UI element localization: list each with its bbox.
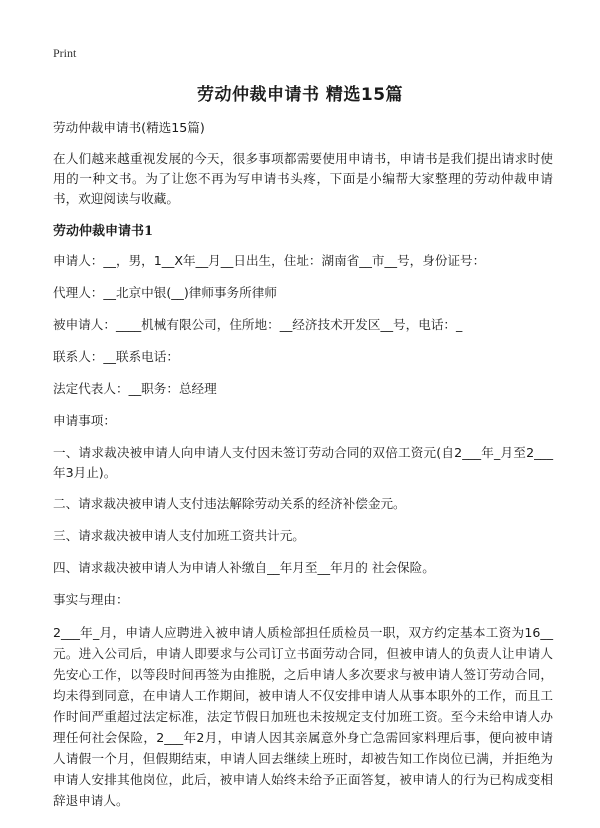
contact-line: 联系人：__联系电话： xyxy=(53,349,179,364)
legal-rep-line: 法定代表人：__职务：总经理 xyxy=(53,381,217,396)
document-subtitle: 劳动仲裁申请书(精选15篇) xyxy=(53,120,205,135)
document-body xyxy=(53,118,553,811)
facts-heading: 事实与理由： xyxy=(53,592,129,607)
request-item-2: 二、请求裁决被申请人支付违法解除劳动关系的经济补偿金元。 xyxy=(53,496,406,511)
applicant-line: 申请人：__，男，1__X年__月__日出生，住址：湖南省__市__号，身份证号： xyxy=(53,253,486,268)
request-item-3: 三、请求裁决被申请人支付加班工资共计元。 xyxy=(53,528,305,543)
request-item-1: 一、请求裁决被申请人向申请人支付因未签订劳动合同的双倍工资元(自2___年_月至2___年3月止)。 xyxy=(53,445,553,480)
respondent-line: 被申请人：____机械有限公司，住所地：__经济技术开发区__号，电话：_ xyxy=(53,317,463,332)
intro-paragraph: 在人们越来越重视发展的今天，很多事项都需要使用申请书，申请书是我们提出请求时使用的一种文书。为了让您不再为写申请书头疼，下面是小编帮大家整理的劳动仲裁申请书，欢迎阅读与收藏。 xyxy=(53,151,553,206)
request-item-4: 四、请求裁决被申请人为申请人补缴自__年月至__年月的 社会保险。 xyxy=(53,560,435,575)
print-link[interactable]: Print xyxy=(53,46,77,60)
requests-heading: 申请事项： xyxy=(53,413,116,428)
facts-paragraph: 2___年_月，申请人应聘进入被申请人质检部担任质检员一职，双方约定基本工资为16__元。进入公司后，申请人即要求与公司订立书面劳动合同，但被申请人的负责人让申请人先安心工作，以等段时间再签为由推脱，之后申请人多次要求与被申请人签订劳动合同，均未得到同意，在申请人工作期间，被申请人不仅安排申请人从事本职外的工作，而且工作时间严重超过法定标准，法定节假日加班也未按规定支付加班工资。至今未给申请人办理任何社会保险，2___年2月，申请人因其亲属意外身亡急需回家料理后事，便向被申请人请假一个月，但假期结束，申请人回去继续上班时，却被告知工作岗位已满，并拒绝为申请人安排其他岗位，此后，被申请人始终未给予正面答复，被申请人的行为已构成变相辞退申请人。 xyxy=(53,625,553,808)
section-heading: 劳动仲裁申请书1 xyxy=(53,224,154,239)
document-title: 劳动仲裁申请书 精选15篇 xyxy=(196,85,404,105)
agent-line: 代理人：__北京中银(__)律师事务所律师 xyxy=(53,285,277,300)
